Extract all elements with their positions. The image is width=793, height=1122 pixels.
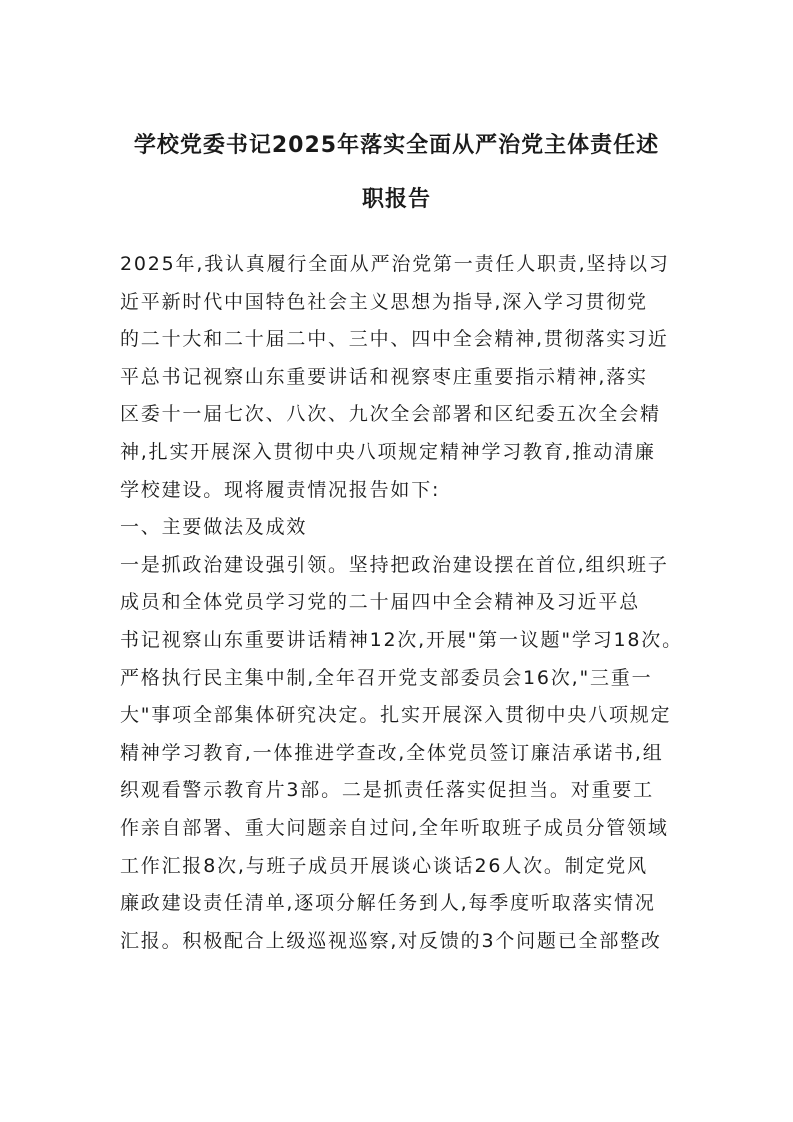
body-line: 严格执行民主集中制,全年召开党支部委员会16次,"三重一 <box>120 666 653 689</box>
document-body <box>120 246 683 960</box>
body-line: 大"事项全部集体研究决定。扎实开展深入贯彻中央八项规定 <box>120 704 672 727</box>
document-title-line-1: 学校党委书记2025年落实全面从严治党主体责任述 <box>133 133 660 158</box>
body-line: 学校建设。现将履责情况报告如下: <box>120 478 441 501</box>
body-line: 工作汇报8次,与班子成员开展谈心谈话26人次。制定党风 <box>120 854 648 877</box>
body-line: 区委十一届七次、八次、九次全会部署和区纪委五次全会精 <box>120 403 661 426</box>
body-line: 作亲自部署、重大问题亲自过问,全年听取班子成员分管领域 <box>120 816 669 839</box>
section-heading: 一、主要做法及成效 <box>120 516 308 539</box>
body-line: 汇报。积极配合上级巡视巡察,对反馈的3个问题已全部整改 <box>120 929 662 952</box>
body-line: 廉政建设责任清单,逐项分解任务到人,每季度听取落实情况 <box>120 892 656 915</box>
body-line: 成员和全体党员学习党的二十届四中全会精神及习近平总 <box>120 591 641 614</box>
body-line: 平总书记视察山东重要讲话和视察枣庄重要指示精神,落实 <box>120 365 648 388</box>
body-line: 精神学习教育,一体推进学查改,全体党员签订廉洁承诺书,组 <box>120 741 664 764</box>
body-line: 2025年,我认真履行全面从严治党第一责任人职责,坚持以习 <box>120 253 670 275</box>
body-line: 近平新时代中国特色社会主义思想为指导,深入学习贯彻党 <box>120 290 648 313</box>
document-title-line-2: 职报告 <box>361 187 431 212</box>
body-line: 书记视察山东重要讲话精神12次,开展"第一议题"学习18次。 <box>120 628 683 651</box>
body-line: 一是抓政治建设强引领。坚持把政治建设摆在首位,组织班子 <box>120 553 669 576</box>
body-line: 神,扎实开展深入贯彻中央八项规定精神学习教育,推动清廉 <box>120 440 656 463</box>
body-line: 织观看警示教育片3部。二是抓责任落实促担当。对重要工 <box>120 779 654 802</box>
body-line: 的二十大和二十届二中、三中、四中全会精神,贯彻落实习近 <box>120 328 669 351</box>
